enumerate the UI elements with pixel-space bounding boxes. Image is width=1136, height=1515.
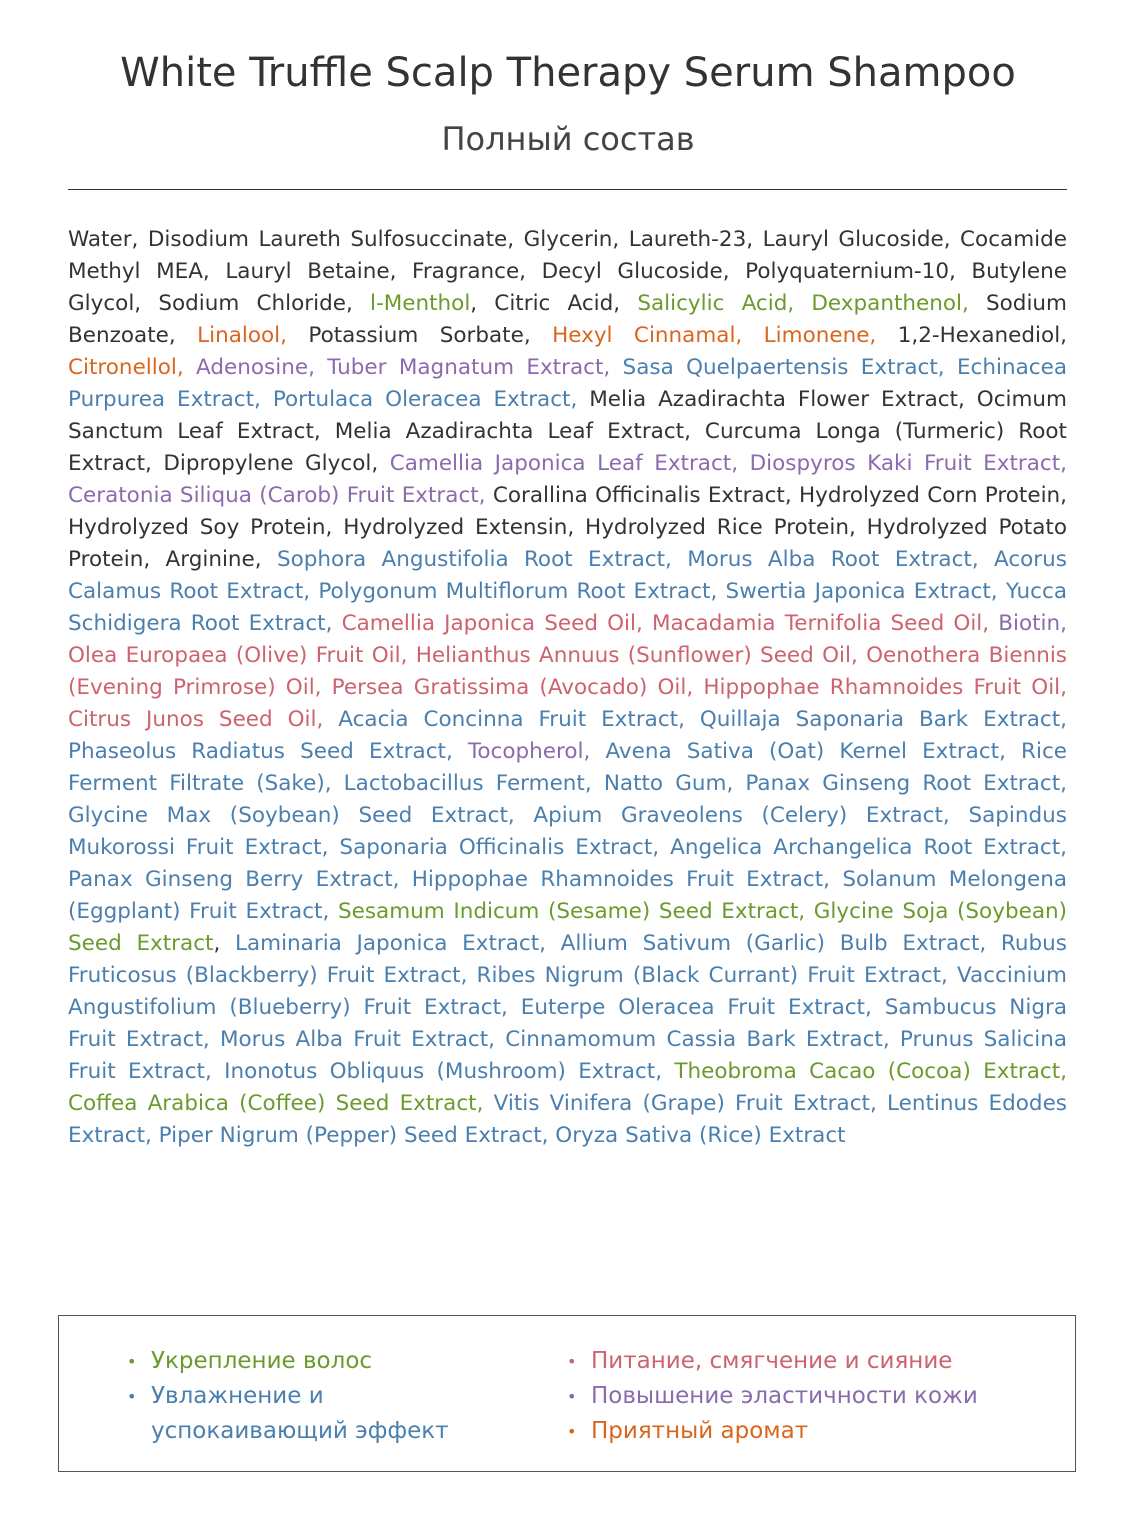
ingredient-segment: Sodium Benzoate, [68, 291, 1067, 348]
legend-right-column [561, 1344, 1061, 1449]
ingredient-segment: 1,2-Hexanediol, [876, 323, 1067, 348]
legend-label: Укрепление волос [151, 1348, 373, 1374]
ingredient-segment: Laminaria Japonica Extract, Allium Sativum (Garlic) Bulb Extract, Rubus Fruticosus (Blackberry) Fruit Extract, Ribes Nigrum (Black Currant) Fruit Extract, Vaccinium Angustifolium (Blueberry) Fruit Extract, Euterpe Oleracea Fruit Extract, Sambucus Nigra Fruit Extract, Morus Alba Fruit Extract, Cinnamomum Cassia Bark Extract, Prunus Salicina Fruit Extract, Inonotus Obliquus (Mushroom) Extract, [68, 931, 1067, 1084]
legend-item [121, 1379, 521, 1449]
ingredient-segment: Hexyl Cinnamal, Limonene, [552, 323, 877, 348]
legend-label: Питание, смягчение и сияние [591, 1348, 953, 1374]
ingredient-segment: Theobroma Cacao (Cocoa) Extract, Coffea Arabica (Coffee) Seed Extract, [68, 1059, 1067, 1116]
ingredient-segment: Sophora Angustifolia Root Extract, Morus Alba Root Extract, Acorus Calamus Root Extract, Polygonum Multiflorum Root Extract, Swertia Japonica Extract, Yucca Schidigera Root Extract, [68, 547, 1067, 636]
ingredient-segment: Adenosine, Tuber Magnatum Extract, [183, 355, 611, 380]
legend-item [561, 1414, 1061, 1449]
legend-label: Увлажнение и успокаивающий эффект [151, 1383, 449, 1444]
ingredient-segment: , [213, 931, 221, 956]
ingredient-segment: Camellia Japonica Seed Oil, Macadamia Ternifolia Seed Oil, [332, 611, 990, 636]
legend-box [58, 1315, 1076, 1472]
ingredient-segment: Biotin, [989, 611, 1067, 636]
ingredient-segment: Corallina Officinalis Extract, Hydrolyzed Corn Protein, Hydrolyzed Soy Protein, Hydrolyzed Extensin, Hydrolyzed Rice Protein, Hydrolyzed Potato Protein, Arginine, [68, 483, 1068, 572]
legend-item [121, 1344, 521, 1379]
legend-label: Приятный аромат [591, 1418, 809, 1444]
ingredients-list [68, 224, 1067, 1152]
ingredient-segment: Salicylic Acid, Dexpanthenol, [637, 291, 969, 316]
ingredient-segment: Linalool, [197, 323, 287, 348]
ingredient-segment: Acacia Concinna Fruit Extract, Quillaja Saponaria Bark Extract, Phaseolus Radiatus Seed Extract, [68, 707, 1067, 764]
ingredient-segment: Sesamum Indicum (Sesame) Seed Extract, Glycine Soja (Soybean) Seed Extract [68, 899, 1068, 956]
bullet-icon: • [567, 1387, 577, 1406]
divider [68, 189, 1067, 190]
legend-left-column [121, 1344, 521, 1449]
ingredient-segment: Citronellol, [68, 355, 184, 380]
ingredient-segment: , Citric Acid, [470, 291, 638, 316]
ingredient-segment: Water, Disodium Laureth Sulfosuccinate, Glycerin, Laureth-23, Lauryl Glucoside, Cocamide Methyl MEA, Lauryl Betaine, Fragrance, Decyl Glucoside, Polyquaternium-10, Butylene Glycol, Sodium Chloride, [68, 227, 1067, 316]
bullet-icon: • [127, 1352, 137, 1371]
legend-label: Повышение эластичности кожи [591, 1383, 978, 1409]
page-title: White Truffle Scalp Therapy Serum Shampoo [120, 50, 1016, 96]
ingredient-segment: Vitis Vinifera (Grape) Fruit Extract, Lentinus Edodes Extract, Piper Nigrum (Pepper) Seed Extract, Oryza Sativa (Rice) Extract [68, 1091, 1067, 1148]
ingredient-segment: Olea Europaea (Olive) Fruit Oil, Helianthus Annuus (Sunflower) Seed Oil, Oenothera Biennis (Evening Primrose) Oil, Persea Gratissima (Avocado) Oil, Hippophae Rhamnoides Fruit Oil, Citrus Junos Seed Oil, [68, 643, 1067, 732]
page-subtitle: Полный состав [441, 120, 695, 158]
ingredient-segment: Avena Sativa (Oat) Kernel Extract, Rice Ferment Filtrate (Sake), Lactobacillus Ferment, Natto Gum, Panax Ginseng Root Extract, Glycine Max (Soybean) Seed Extract, Apium Graveolens (Celery) Extract, Sapindus Mukorossi Fruit Extract, Saponaria Officinalis Extract, Angelica Archangelica Root Extract, Panax Ginseng Berry Extract, Hippophae Rhamnoides Fruit Extract, Solanum Melongena (Eggplant) Fruit Extract, [68, 739, 1067, 924]
legend-item [561, 1379, 1061, 1414]
legend-item [561, 1344, 1061, 1379]
ingredient-segment: Melia Azadirachta Flower Extract, Ocimum Sanctum Leaf Extract, Melia Azadirachta Leaf Extract, Curcuma Longa (Turmeric) Root Extract, Dipropylene Glycol, [68, 387, 1067, 476]
bullet-icon: • [567, 1352, 577, 1371]
bullet-icon: • [127, 1387, 137, 1406]
ingredient-segment: Sasa Quelpaertensis Extract, Echinacea Purpurea Extract, Portulaca Oleracea Extract, [68, 355, 1067, 412]
ingredient-segment: Tocopherol, [452, 739, 591, 764]
bullet-icon: • [567, 1422, 577, 1441]
ingredient-segment: Camellia Japonica Leaf Extract, Diospyros Kaki Fruit Extract, Ceratonia Siliqua (Carob) Fruit Extract, [68, 451, 1067, 508]
ingredient-segment: l-Menthol [369, 291, 471, 316]
ingredient-segment: Potassium Sorbate, [286, 323, 553, 348]
